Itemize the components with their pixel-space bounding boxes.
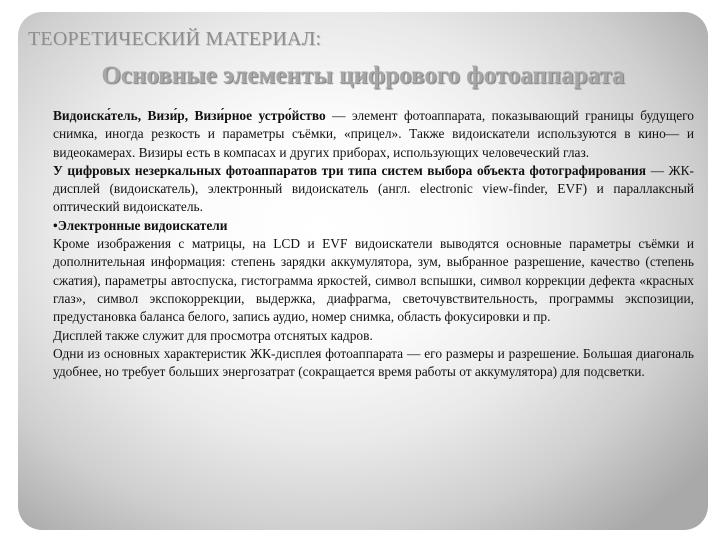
display-info-text: Кроме изображения с матрицы, на LCD и EVF видоискатели выводятся основные параметры съёмки и дополнительная информация: степень зарядки аккумулятора, зум, выбранное разрешение, качество (степень сжатия), параметры автоспуска, гистограмма яркостей, символ вспышки, символ коррекции дефекта «красных глаз», символ экспокоррекции, выдержка, диафрагма, светочувствительность, программы экспозиции, предустановка баланса белого, запись аудио, номер снимка, область фокусировки и пр. bbox=[53, 236, 694, 325]
section-heading: ТЕОРЕТИЧЕСКИЙ МАТЕРИАЛ: bbox=[28, 28, 322, 50]
viewfinder-types-lead: У цифровых незеркальных фотоаппаратов три типа систем выбора объекта фотографирования bbox=[53, 162, 646, 178]
paragraph-electronic-heading bbox=[53, 217, 694, 235]
electronic-viewfinders-heading: •Электронные видоискатели bbox=[53, 217, 228, 233]
paragraph-display-characteristics bbox=[53, 345, 694, 382]
viewfinder-terms: Видоиска́тель, Визи́р, Визи́рное устро́йство bbox=[53, 108, 326, 123]
viewfinder-types-text: — ЖК-дисплей (видоискатель), электронный видоискатель (англ. electronic view-finder, EVF) и параллаксный оптический видоискатель. bbox=[53, 162, 694, 215]
slide-body bbox=[53, 107, 694, 381]
content-panel bbox=[18, 12, 708, 530]
paragraph-viewfinder-definition bbox=[53, 107, 694, 162]
paragraph-display-info bbox=[53, 235, 694, 326]
display-review-text: Дисплей также служит для просмотра отснятых кадров. bbox=[53, 327, 373, 343]
paragraph-display-review bbox=[53, 327, 694, 345]
viewfinder-definition-text: — элемент фотоаппарата, показывающий границы будущего снимка, иногда резкость и параметры съёмки, «прицел». Также видоискатели используются в кино— и видеокамерах. Визиры есть в компасах и других приборах, использующих человеческий глаз. bbox=[53, 108, 695, 160]
paragraph-viewfinder-types bbox=[53, 162, 694, 217]
display-characteristics-text: Одни из основных характеристик ЖК-дисплея фотоаппарата — его размеры и разрешение. Большая диагональ удобнее, но требует больших энергозатрат (сокращается время работы от аккумулятора) для подсветки. bbox=[53, 345, 694, 380]
slide-title: Основные элементы цифрового фотоаппарата bbox=[101, 62, 625, 89]
